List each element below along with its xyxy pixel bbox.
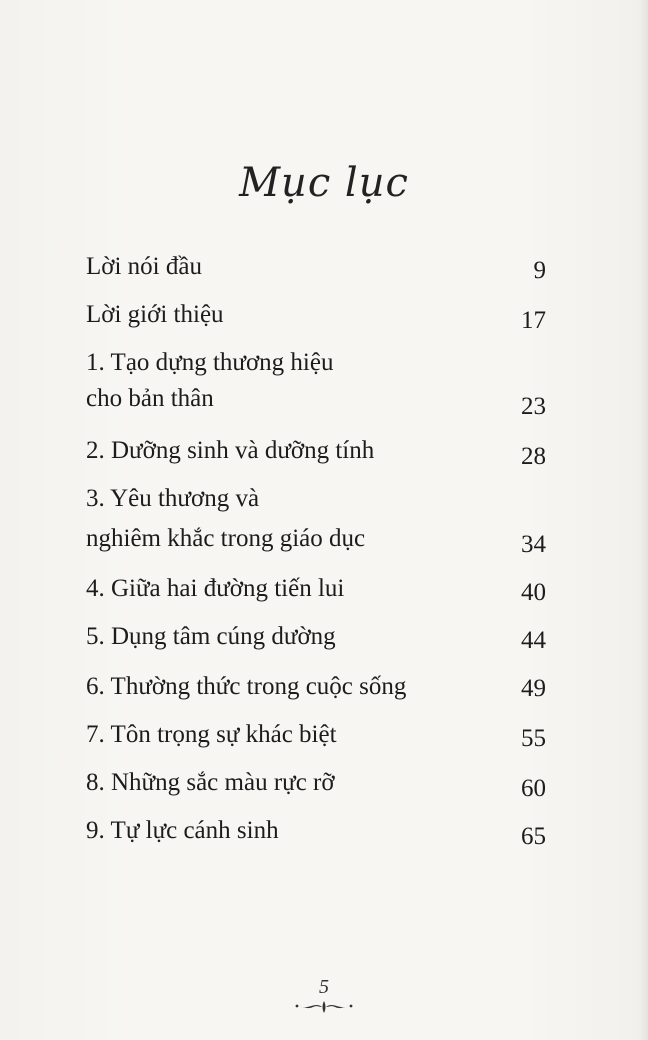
toc-entry-title: 7. Tôn trọng sự khác biệt <box>86 721 337 748</box>
toc-entry-page: 40 <box>521 579 546 606</box>
toc-entry-page: 17 <box>521 307 546 334</box>
toc-entry-title: 4. Giữa hai đường tiến lui <box>86 575 345 602</box>
toc-entry-title: 3. Yêu thương và <box>86 485 260 512</box>
toc-entry-title: 2. Dưỡng sinh và dưỡng tính <box>86 437 375 464</box>
toc-entry-title: 8. Những sắc màu rực rỡ <box>86 769 335 796</box>
toc-entry-page: 55 <box>521 725 546 752</box>
toc-entry-page: 49 <box>521 675 546 702</box>
toc-entry-title-continued: nghiêm khắc trong giáo dục <box>86 525 366 552</box>
page-footer <box>0 976 648 1017</box>
toc-title: Mục lục <box>239 160 409 206</box>
toc-entry-page: 23 <box>521 393 546 420</box>
toc-entry-title: 5. Dụng tâm cúng dường <box>86 623 336 650</box>
toc-entry-page: 65 <box>521 823 546 850</box>
page-number: 5 <box>319 976 329 998</box>
toc-entry-title: Lời nói đầu <box>86 253 202 280</box>
toc-entry-page: 9 <box>533 257 546 284</box>
toc-entry-title-continued: cho bản thân <box>86 385 214 412</box>
toc-entry-title: 9. Tự lực cánh sinh <box>86 817 279 844</box>
table-of-contents <box>86 0 546 1040</box>
toc-entry-title: Lời giới thiệu <box>86 301 224 328</box>
toc-entry-page: 34 <box>521 531 546 558</box>
flourish-ornament-icon <box>289 997 359 1017</box>
page-edge-shadow <box>638 0 648 1040</box>
toc-entry-title: 6. Thường thức trong cuộc sống <box>86 673 407 700</box>
toc-entry-page: 60 <box>521 775 546 802</box>
toc-entry-page: 44 <box>521 627 546 654</box>
toc-entry-title: 1. Tạo dựng thương hiệu <box>86 349 334 376</box>
toc-entry-page: 28 <box>521 443 546 470</box>
